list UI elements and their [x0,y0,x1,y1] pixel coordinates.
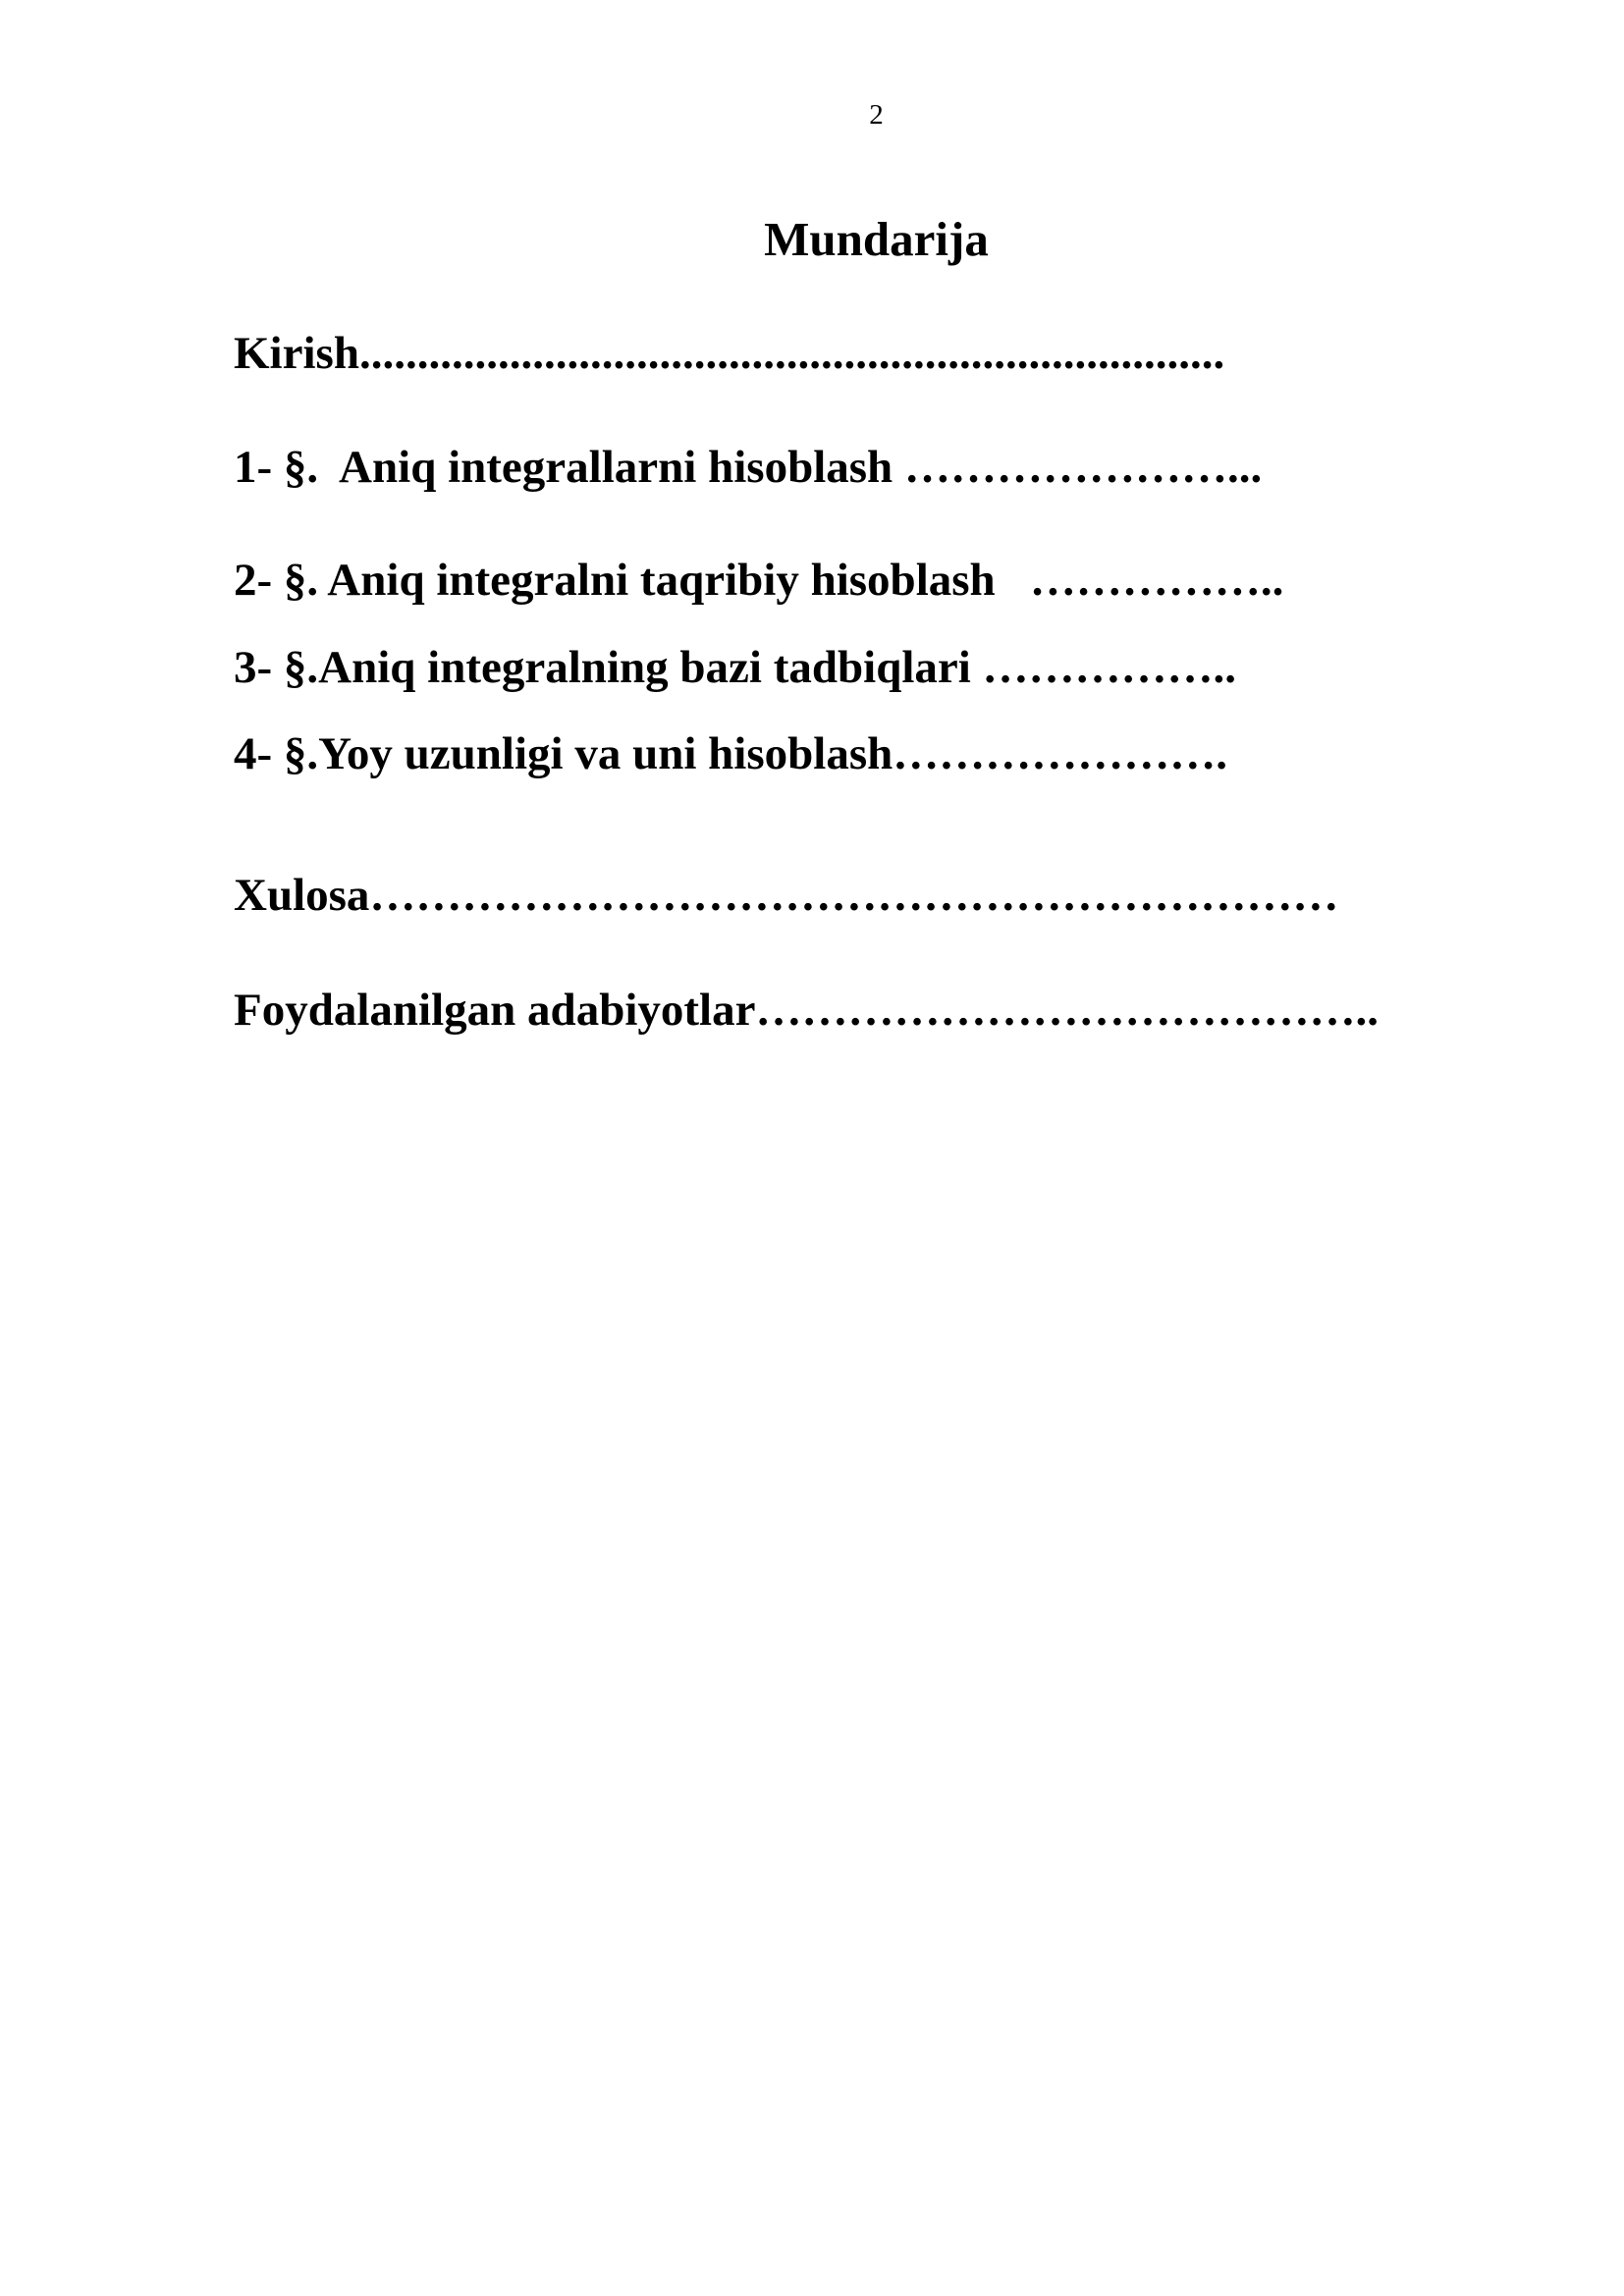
page-number: 2 [869,99,884,131]
toc-entry-conclusion: Xulosa……………………………………………………… [234,870,1339,921]
toc-entry-section-1: 1- §. Aniq integrallarni hisoblash …………………... [234,442,1263,493]
toc-entry-references: Foydalanilgan adabiyotlar………………………………….. [234,985,1379,1036]
toc-entry-introduction: Kirish........................................................................... [234,328,1225,379]
toc-entry-section-3: 3- §.Aniq integralning bazi tadbiqlari …………….. [234,642,1237,693]
toc-entry-section-2: 2- §. Aniq integralni taqribiy hisoblash …………….. [234,555,1284,606]
table-of-contents-title: Mundarija [764,212,989,266]
toc-entry-section-4: 4- §.Yoy uzunligi va uni hisoblash…………………. [234,728,1228,779]
